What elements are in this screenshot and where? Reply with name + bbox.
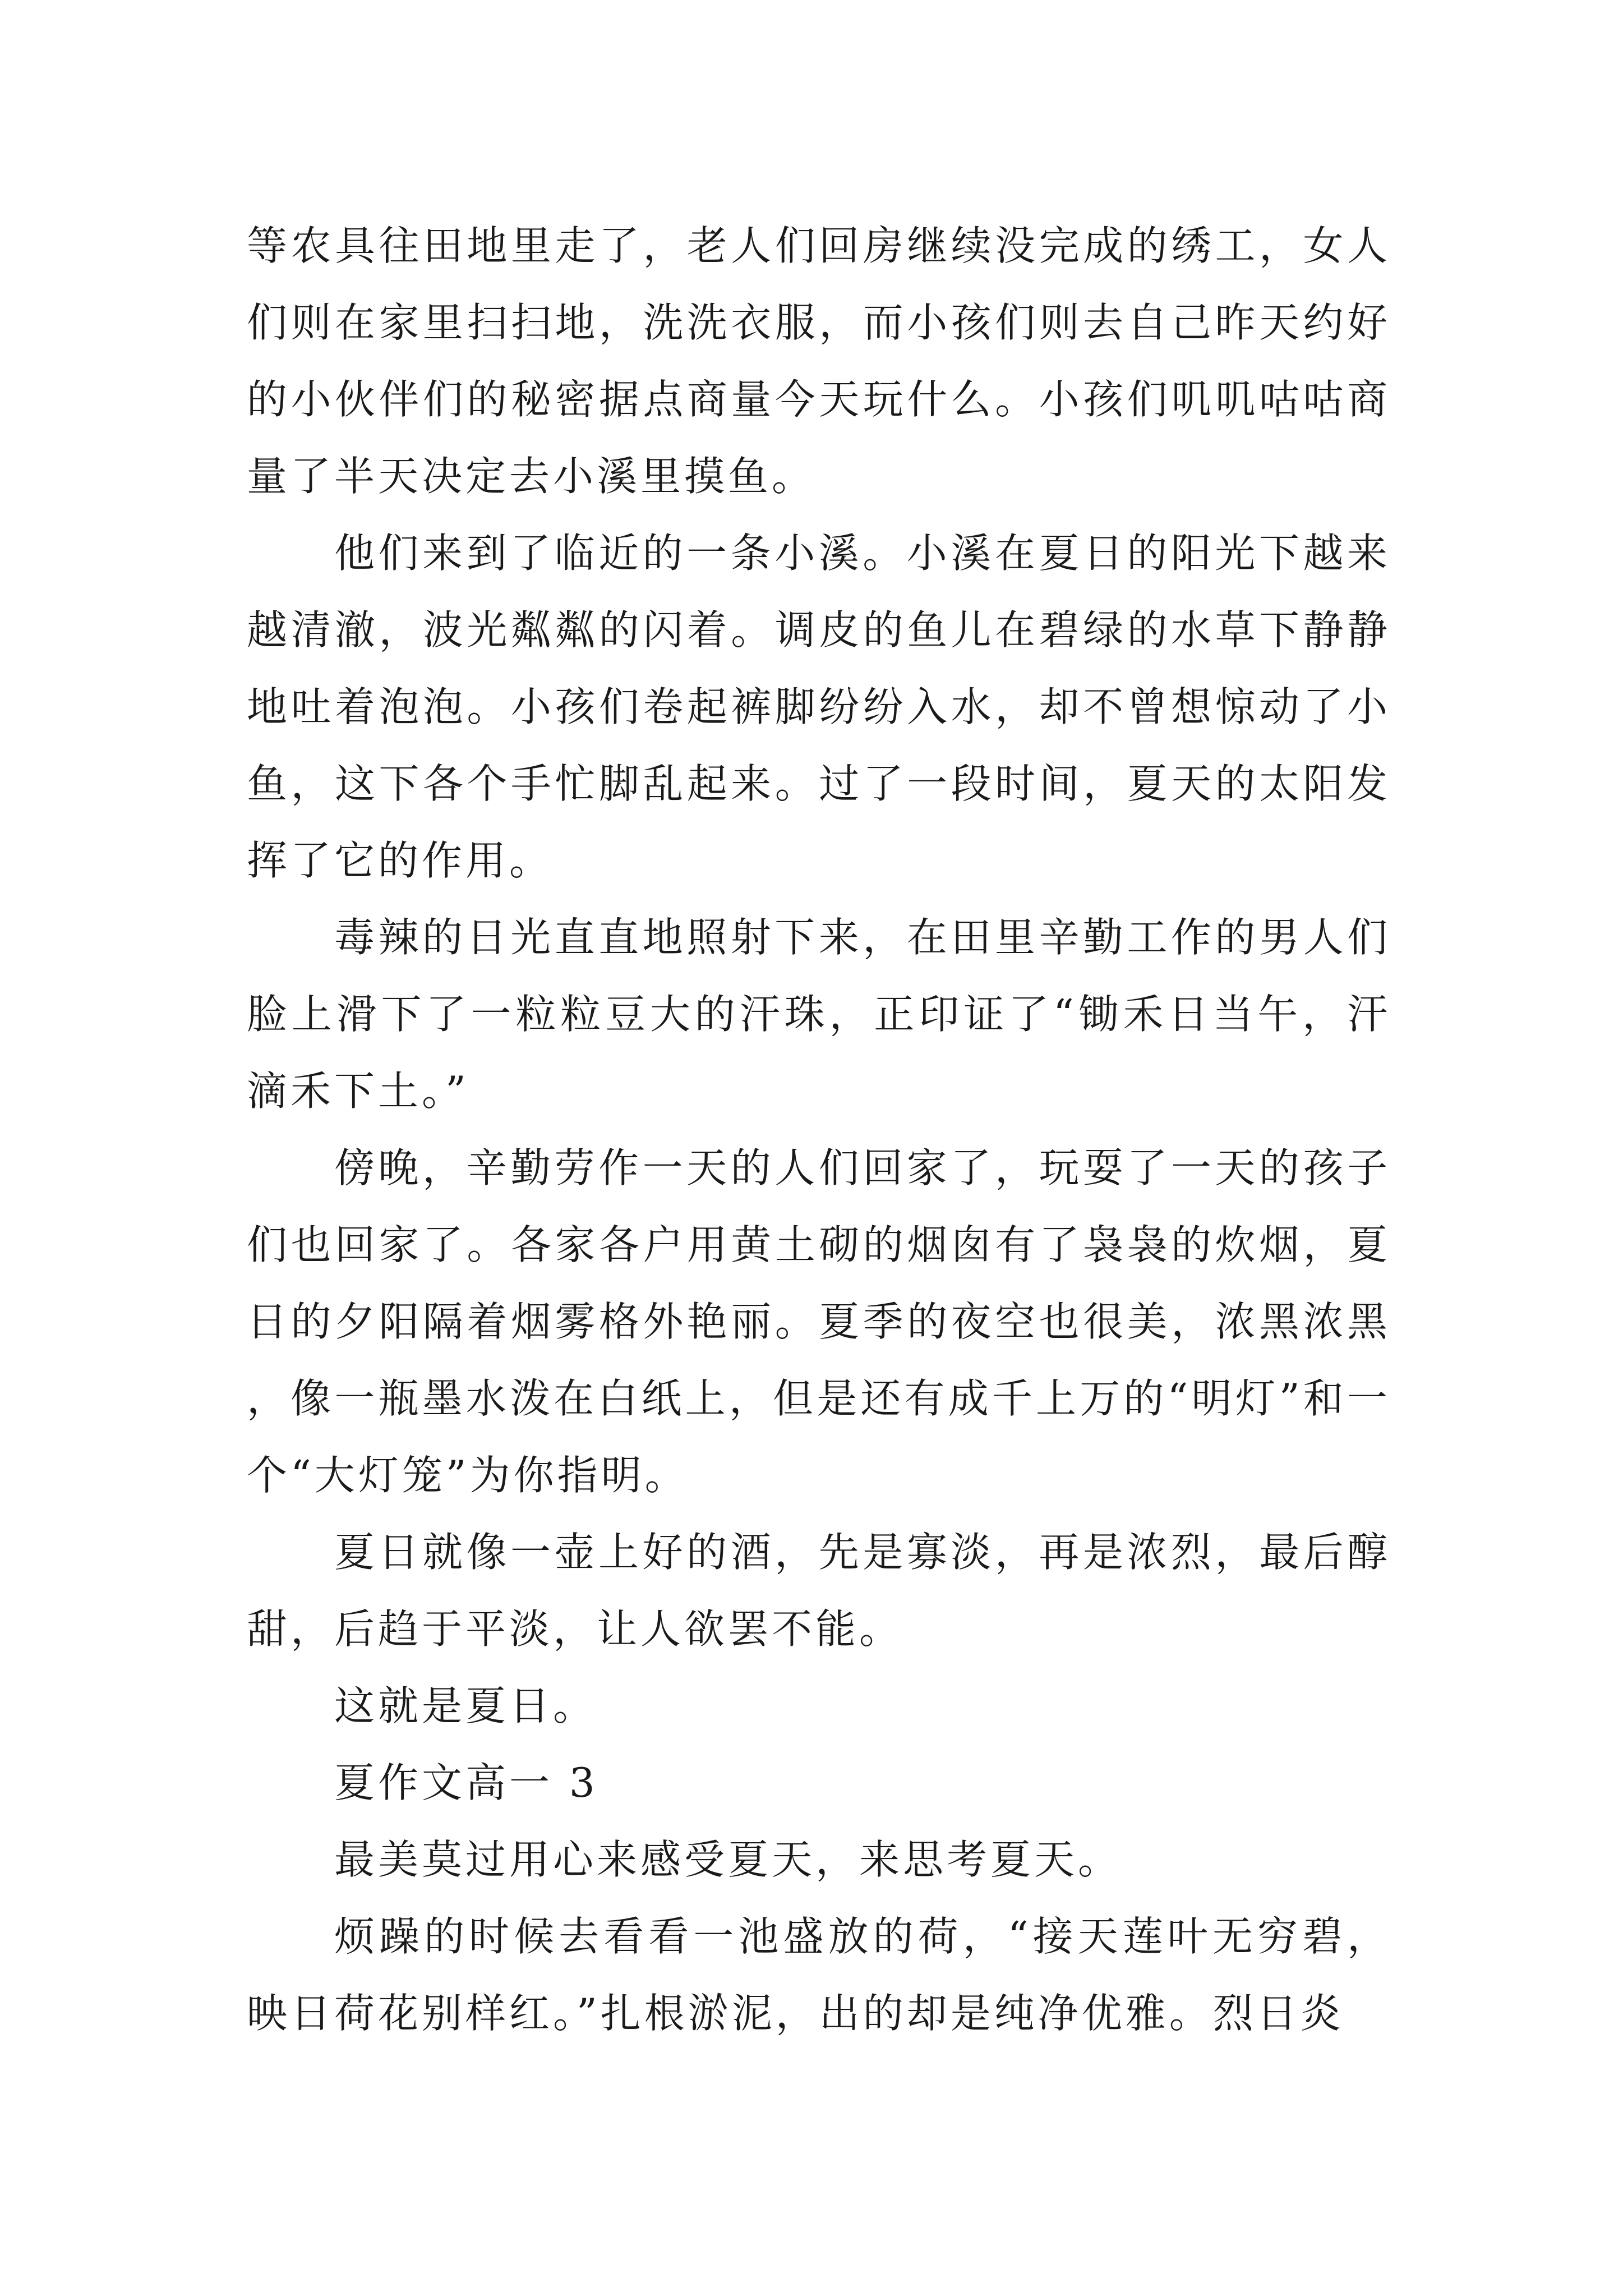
paragraph-3: 毒辣的日光直直地照射下来，在田里辛勤工作的男人们脸上滑下了一粒粒豆大的汗珠，正印证了“锄禾日当午，汗滴禾下土。” (247, 914, 1391, 1115)
paragraph-1: 等农具往田地里走了，老人们回房继续没完成的绣工，女人们则在家里扫扫地，洗洗衣服，而小孩们则去自己昨天约好的小伙伴们的秘密据点商量今天玩什么。小孩们叽叽咕咕商量了半天决定去小溪里摸鱼。 (247, 222, 1391, 500)
document-body (247, 208, 1391, 2052)
paragraph-8: 烦躁的时候去看看一池盛放的荷，“接天莲叶无穷碧，映日荷花别样红。”扎根淤泥，出的却是纯净优雅。烈日炎 (247, 1913, 1391, 2037)
paragraph-5: 夏日就像一壶上好的酒，先是寡淡，再是浓烈，最后醇甜，后趋于平淡，让人欲罢不能。 (247, 1529, 1391, 1653)
paragraph-2: 他们来到了临近的一条小溪。小溪在夏日的阳光下越来越清澈，波光粼粼的闪着。调皮的鱼儿在碧绿的水草下静静地吐着泡泡。小孩们卷起裤脚纷纷入水，却不曾想惊动了小鱼，这下各个手忙脚乱起来。过了一段时间，夏天的太阳发挥了它的作用。 (247, 530, 1391, 884)
paragraph-7: 最美莫过用心来感受夏天，来思考夏天。 (334, 1836, 1122, 1883)
paragraph-6: 这就是夏日。 (334, 1682, 597, 1729)
section-heading: 夏作文高一 3 (334, 1759, 598, 1806)
paragraph-4: 傍晚，辛勤劳作一天的人们回家了，玩耍了一天的孩子们也回家了。各家各户用黄土砌的烟囱有了袅袅的炊烟，夏日的夕阳隔着烟雾格外艳丽。夏季的夜空也很美，浓黑浓黑，像一瓶墨水泼在白纸上，但是还有成千上万的“明灯”和一个“大灯笼”为你指明。 (247, 1144, 1391, 1499)
